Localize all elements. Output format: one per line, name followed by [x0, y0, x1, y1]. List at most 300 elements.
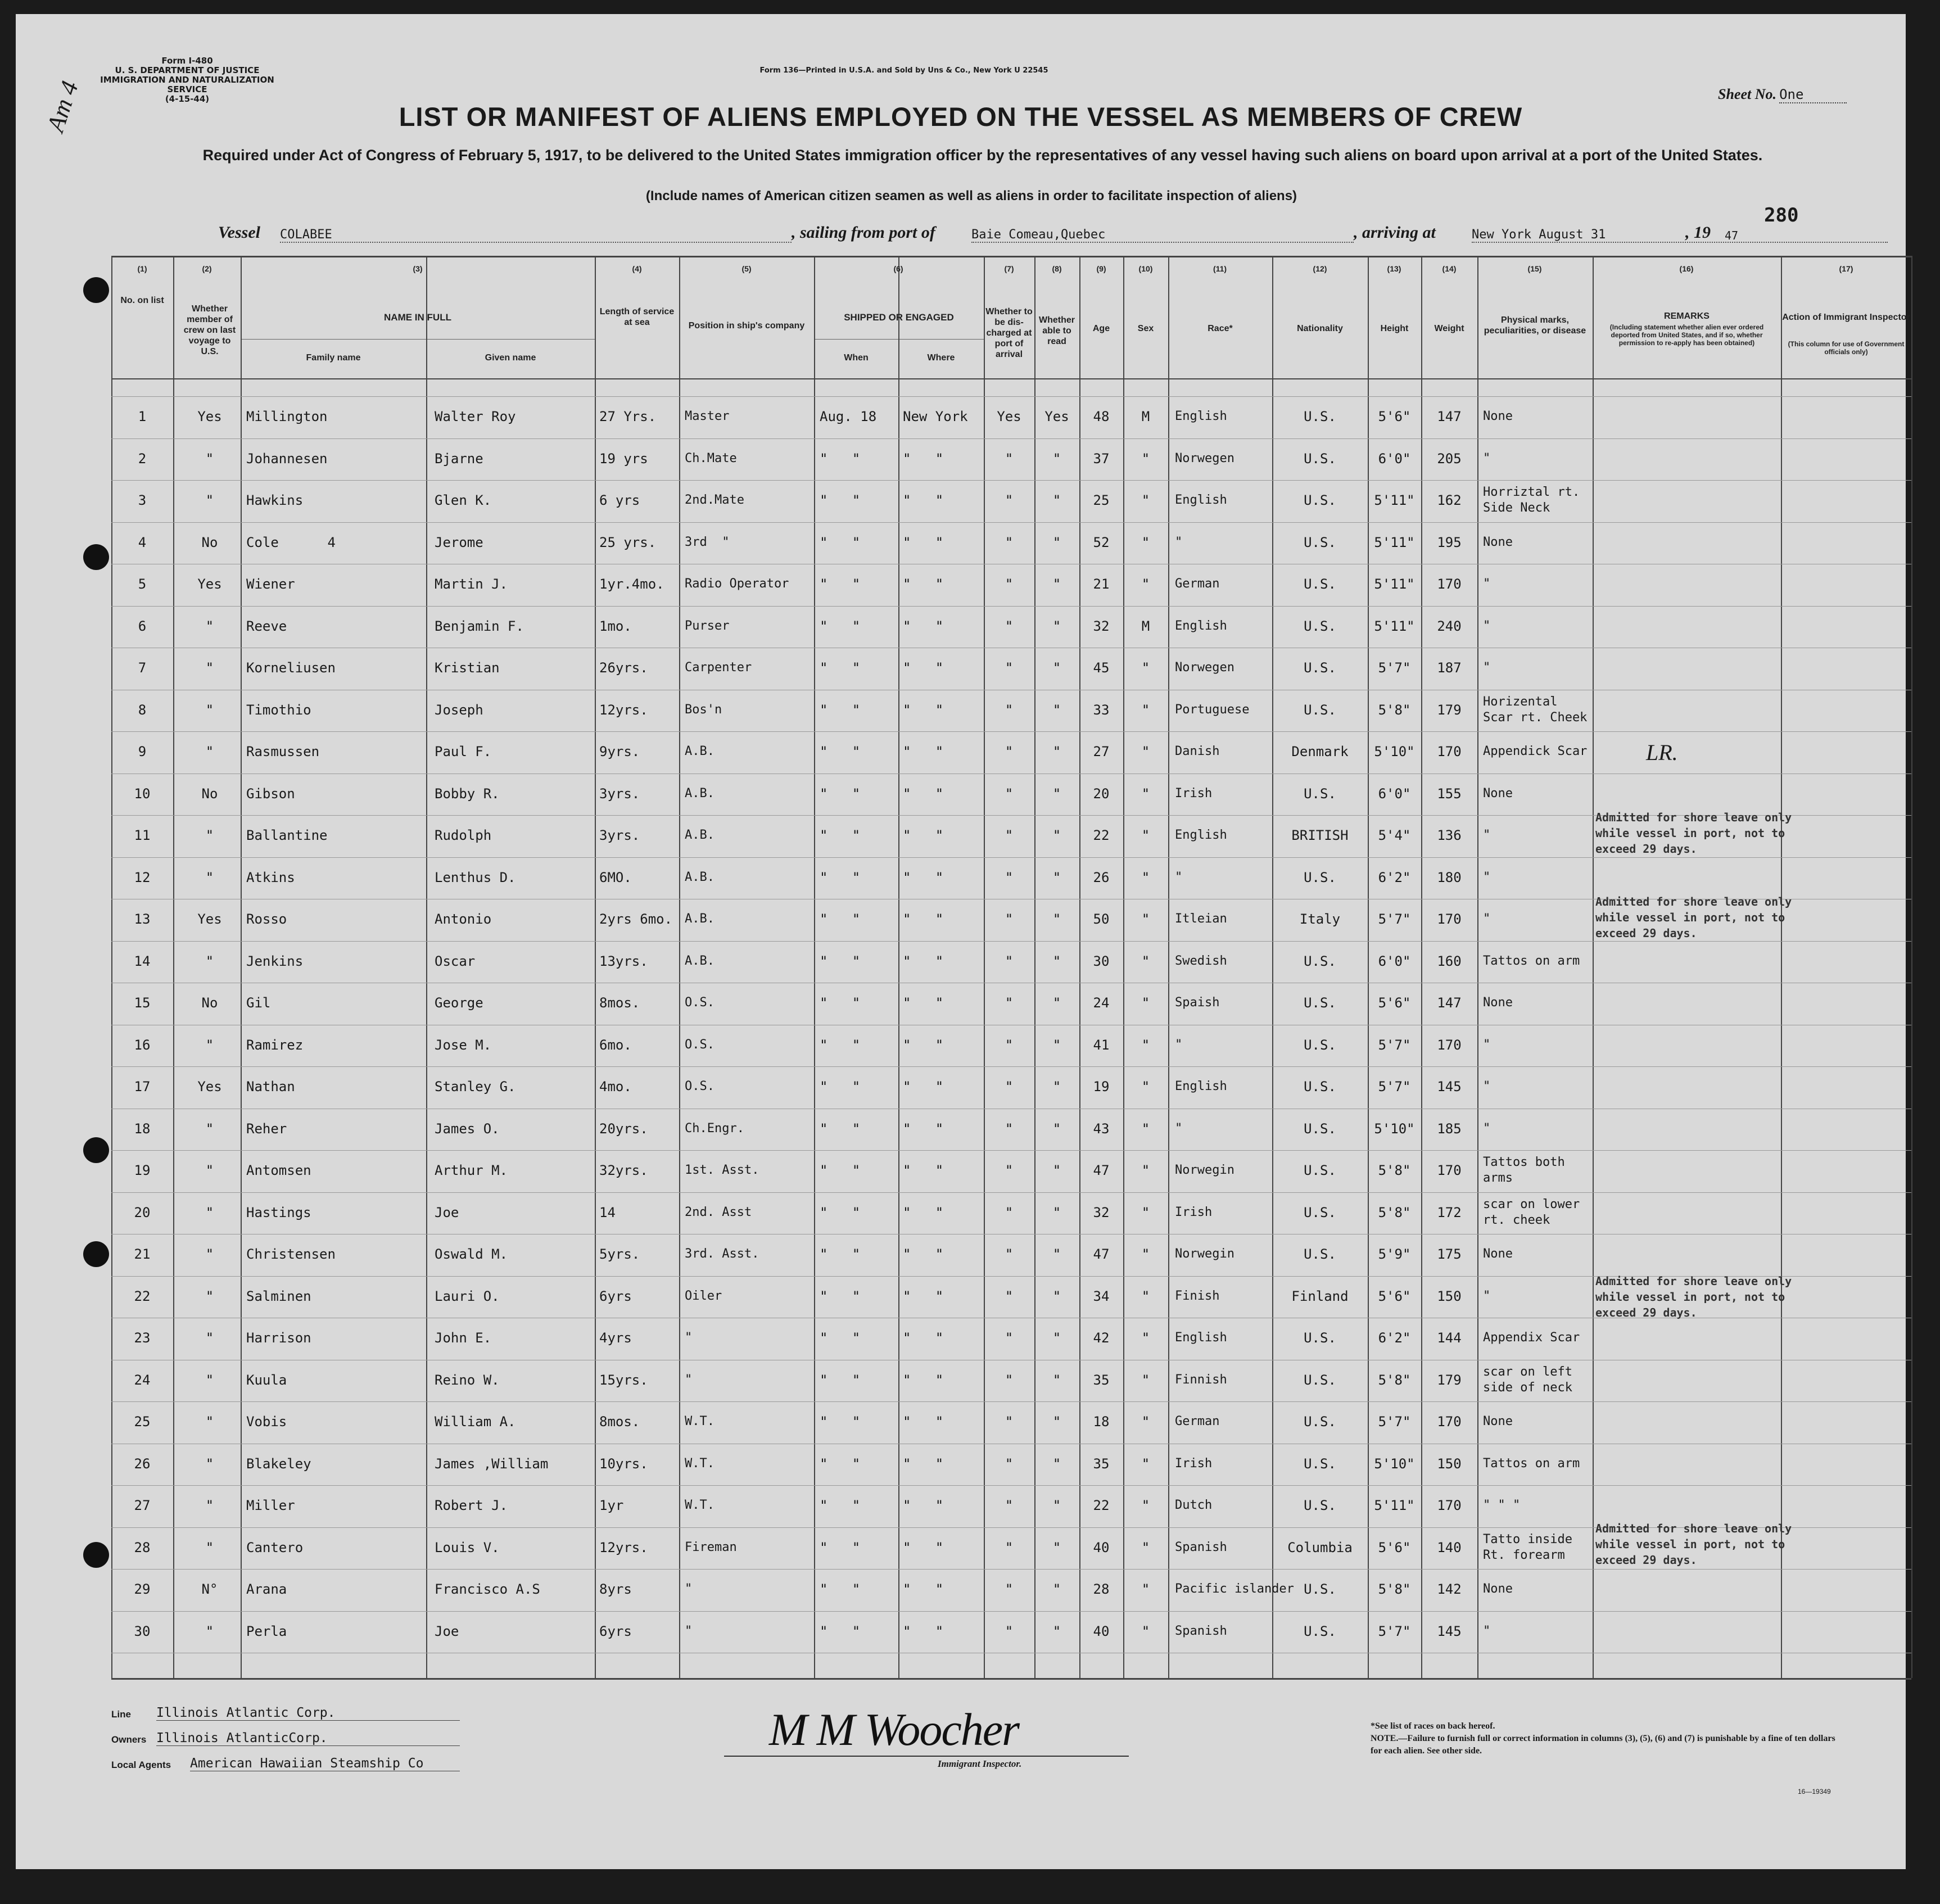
cell-where: " " — [903, 744, 944, 759]
cell-age: 37 — [1093, 450, 1110, 467]
cell-service: 12yrs. — [599, 702, 648, 718]
shore-leave-stamp — [1595, 809, 1792, 857]
cell-no: 9 — [138, 744, 147, 759]
cell-race: Finnish — [1175, 1372, 1227, 1387]
cell-read: " — [1052, 1120, 1061, 1137]
cell-disch: " — [1005, 1455, 1014, 1472]
cell-disch: " — [1005, 702, 1014, 718]
cell-position: Fireman — [685, 1540, 737, 1554]
cell-weight: 144 — [1437, 1330, 1462, 1346]
shore-leave-stamp — [1595, 894, 1792, 941]
vessel-line — [218, 223, 1792, 251]
header-remarks: REMARKS — [1664, 311, 1710, 321]
column-number: (13) — [1387, 264, 1401, 273]
cell-given: Martin J. — [435, 576, 508, 592]
cell-when: " " — [820, 1288, 861, 1304]
cell-last: " — [205, 744, 214, 759]
header-family-name: Family name — [306, 353, 361, 363]
cell-marks: None — [1483, 535, 1513, 549]
cell-weight: 240 — [1437, 618, 1462, 634]
cell-last: Yes — [197, 409, 222, 424]
cell-service: 32yrs. — [599, 1163, 648, 1178]
cell-weight: 179 — [1437, 1372, 1462, 1388]
table-row — [111, 1581, 1593, 1623]
cell-height: 5'8" — [1378, 702, 1411, 718]
shore-leave-stamp — [1595, 1521, 1792, 1568]
cell-weight: 155 — [1437, 785, 1462, 802]
cell-when: " " — [820, 1163, 861, 1178]
cell-where: " " — [903, 660, 944, 676]
cell-disch: " — [1005, 1037, 1014, 1053]
cell-family: Reeve — [246, 618, 287, 634]
cell-marks: " — [1483, 618, 1491, 633]
header-height: Height — [1380, 324, 1409, 333]
header-race: Race* — [1208, 324, 1233, 333]
cell-race: " — [1175, 1121, 1183, 1136]
table-row — [111, 1532, 1593, 1582]
sheet-no-value: One — [1779, 87, 1847, 103]
cell-position: A.B. — [685, 786, 715, 801]
cell-position: A.B. — [685, 828, 715, 842]
cell-no: 22 — [134, 1288, 151, 1304]
cell-sex: " — [1141, 953, 1150, 969]
cell-position: O.S. — [685, 1037, 715, 1052]
cell-height: 6'0" — [1378, 785, 1411, 802]
cell-weight: 160 — [1437, 953, 1462, 969]
cell-sex: " — [1141, 869, 1150, 885]
cell-marks: Tattos on arm — [1483, 953, 1580, 968]
cell-weight: 205 — [1437, 450, 1462, 467]
cell-service: 12yrs. — [599, 1539, 648, 1555]
cell-last: No — [201, 534, 218, 550]
cell-age: 52 — [1093, 534, 1110, 550]
cell-read: " — [1052, 660, 1061, 676]
cell-family: Miller — [246, 1498, 295, 1513]
cell-nat: U.S. — [1304, 660, 1336, 676]
cell-family: Reher — [246, 1120, 287, 1137]
cell-no: 15 — [134, 995, 151, 1011]
cell-height: 5'10" — [1374, 744, 1415, 759]
cell-sex: " — [1141, 1498, 1150, 1513]
cell-family: Nathan — [246, 1079, 295, 1095]
cell-last: No — [201, 995, 218, 1011]
cell-family: Hawkins — [246, 492, 304, 508]
cell-race: Dutch — [1175, 1498, 1213, 1512]
inspector-signature: M M Woocher — [769, 1704, 1019, 1755]
cell-where: " " — [903, 827, 944, 843]
header-discharged: Whether to be dis- charged at port of arrival — [985, 307, 1033, 359]
cell-height: 6'2" — [1378, 1330, 1411, 1346]
sailing-port: Baie Comeau,Quebec — [971, 228, 1354, 243]
cell-last: " — [205, 1623, 214, 1639]
cell-where: " " — [903, 450, 944, 467]
cell-family: Atkins — [246, 869, 295, 885]
cell-age: 19 — [1093, 1079, 1110, 1095]
stamp-line: exceed 29 days. — [1595, 842, 1697, 856]
cell-sex: " — [1141, 1079, 1150, 1095]
cell-family: Blakeley — [246, 1455, 311, 1472]
cell-given: Oswald M. — [435, 1246, 508, 1262]
cell-weight: 145 — [1437, 1079, 1462, 1095]
cell-family: Ballantine — [246, 827, 328, 843]
cell-height: 5'8" — [1378, 1372, 1411, 1388]
cell-height: 5'10" — [1374, 1120, 1415, 1137]
header-physical-marks: Physical marks, peculiarities, or disease — [1484, 315, 1586, 336]
cell-when: " " — [820, 744, 861, 759]
table-row — [111, 1330, 1593, 1372]
cell-weight: 172 — [1437, 1204, 1462, 1220]
cell-race: Finish — [1175, 1288, 1220, 1303]
column-number: (4) — [632, 264, 642, 273]
row-rule — [111, 396, 1911, 397]
cell-height: 6'0" — [1378, 953, 1411, 969]
cell-no: 21 — [134, 1246, 151, 1262]
table-row — [111, 660, 1593, 702]
header-weight: Weight — [1434, 324, 1464, 333]
cell-weight: 150 — [1437, 1288, 1462, 1304]
cell-where: New York — [903, 409, 968, 424]
cell-race: Swedish — [1175, 953, 1227, 968]
cell-family: Vobis — [246, 1414, 287, 1430]
cell-given: Kristian — [435, 660, 500, 676]
cell-no: 5 — [138, 576, 147, 592]
cell-last: Yes — [197, 911, 222, 927]
cell-position: 3rd " — [685, 535, 730, 549]
cell-position: A.B. — [685, 953, 715, 968]
cell-weight: 175 — [1437, 1246, 1462, 1262]
cell-marks: Appendix Scar — [1483, 1331, 1580, 1345]
cell-disch: " — [1005, 576, 1014, 592]
cell-given: Louis V. — [435, 1539, 500, 1555]
cell-no: 29 — [134, 1581, 151, 1597]
cell-service: 3yrs. — [599, 785, 640, 802]
cell-given: Antonio — [435, 911, 492, 927]
table-row — [111, 1155, 1593, 1205]
cell-weight: 170 — [1437, 1037, 1462, 1053]
cell-disch: " — [1005, 660, 1014, 676]
header-position: Position in ship's company — [688, 321, 805, 331]
cell-last: " — [205, 1330, 214, 1346]
cell-age: 43 — [1093, 1120, 1110, 1137]
column-number: (7) — [1004, 264, 1014, 273]
cell-service: 4mo. — [599, 1079, 632, 1095]
cell-height: 5'7" — [1378, 911, 1411, 927]
cell-weight: 162 — [1437, 492, 1462, 508]
cell-family: Gil — [246, 995, 271, 1011]
footer — [111, 1704, 1905, 1855]
signature-line — [724, 1756, 1129, 1757]
column-number: (8) — [1052, 264, 1062, 273]
cell-family: Gibson — [246, 785, 295, 802]
cell-weight: 187 — [1437, 660, 1462, 676]
cell-where: " " — [903, 1498, 944, 1513]
cell-sex: " — [1141, 576, 1150, 592]
cell-when: " " — [820, 1372, 861, 1388]
punch-hole — [83, 277, 109, 303]
cell-weight: 147 — [1437, 995, 1462, 1011]
cell-position: Bos'n — [685, 702, 722, 717]
cell-sex: " — [1141, 1204, 1150, 1220]
cell-when: " " — [820, 702, 861, 718]
cell-disch: " — [1005, 1163, 1014, 1178]
header-no-on-list: No. on list — [120, 296, 164, 305]
cell-given: Reino W. — [435, 1372, 500, 1388]
cell-weight: 170 — [1437, 1498, 1462, 1513]
cell-read: " — [1052, 450, 1061, 467]
cell-race: English — [1175, 618, 1227, 633]
cell-when: " " — [820, 869, 861, 885]
cell-weight: 147 — [1437, 409, 1462, 424]
cell-disch: " — [1005, 1204, 1014, 1220]
cell-height: 5'8" — [1378, 1204, 1411, 1220]
cell-read: " — [1052, 827, 1061, 843]
cell-read: " — [1052, 1372, 1061, 1388]
table-row — [111, 1623, 1593, 1666]
cell-position: W.T. — [685, 1414, 715, 1428]
cell-service: 26yrs. — [599, 660, 648, 676]
table-row — [111, 786, 1593, 828]
cell-disch: " — [1005, 995, 1014, 1011]
cell-age: 45 — [1093, 660, 1110, 676]
cell-disch: " — [1005, 1623, 1014, 1639]
header-given-name: Given name — [485, 353, 536, 363]
cell-disch: " — [1005, 1120, 1014, 1137]
column-number: (12) — [1313, 264, 1327, 273]
cell-weight: 170 — [1437, 1414, 1462, 1430]
cell-marks: None — [1483, 996, 1513, 1010]
cell-family: Millington — [246, 409, 328, 424]
cell-position: Master — [685, 409, 730, 423]
cell-family: Cantero — [246, 1539, 304, 1555]
cell-last: " — [205, 1539, 214, 1555]
table-row — [111, 576, 1593, 618]
cell-sex: " — [1141, 1037, 1150, 1053]
cell-where: " " — [903, 1037, 944, 1053]
cell-given: Rudolph — [435, 827, 492, 843]
cell-position: " — [685, 1372, 693, 1387]
punch-hole — [83, 1542, 109, 1568]
cell-height: 5'6" — [1378, 1539, 1411, 1555]
cell-family: Hastings — [246, 1204, 311, 1220]
cell-nat: U.S. — [1304, 576, 1336, 592]
cell-service: 13yrs. — [599, 953, 648, 969]
penalty-note: NOTE.—Failure to furnish full or correct information in columns (3), (5), (6) and (7) is punishable by a fine of ten dollars for each alien. See other side. — [1371, 1734, 1835, 1756]
cell-when: " " — [820, 1204, 861, 1220]
cell-sex: " — [1141, 744, 1150, 759]
cell-where: " " — [903, 1163, 944, 1178]
cell-marks: " — [1483, 661, 1491, 675]
cell-sex: " — [1141, 492, 1150, 508]
cell-marks: " — [1483, 577, 1491, 591]
cell-sex: " — [1141, 1330, 1150, 1346]
cell-service: 8yrs — [599, 1581, 632, 1597]
cell-marks: " — [1483, 1079, 1491, 1093]
cell-family: Christensen — [246, 1246, 336, 1262]
header-nationality: Nationality — [1297, 324, 1343, 333]
cell-no: 23 — [134, 1330, 151, 1346]
cell-marks: None — [1483, 1247, 1513, 1261]
cell-height: 5'10" — [1374, 1455, 1415, 1472]
cell-read: " — [1052, 1037, 1061, 1053]
cell-given: Walter Roy — [435, 409, 516, 424]
cell-nat: U.S. — [1304, 995, 1336, 1011]
cell-height: 6'2" — [1378, 869, 1411, 885]
cell-read: " — [1052, 1163, 1061, 1178]
cell-age: 25 — [1093, 492, 1110, 508]
cell-when: " " — [820, 1079, 861, 1095]
cell-height: 5'7" — [1378, 1079, 1411, 1095]
cell-no: 19 — [134, 1163, 151, 1178]
cell-disch: " — [1005, 534, 1014, 550]
cell-disch: " — [1005, 1581, 1014, 1597]
cell-when: " " — [820, 1246, 861, 1262]
cell-disch: " — [1005, 1414, 1014, 1430]
cell-where: " " — [903, 995, 944, 1011]
cell-weight: 140 — [1437, 1539, 1462, 1555]
cell-family: Jenkins — [246, 953, 304, 969]
cell-no: 12 — [134, 869, 151, 885]
service-name: IMMIGRATION AND NATURALIZATION SERVICE — [100, 75, 274, 94]
cell-race: Spanish — [1175, 1623, 1227, 1638]
cell-marks: Appendick Scar — [1483, 744, 1588, 758]
cell-family: Arana — [246, 1581, 287, 1597]
cell-given: Francisco A.S — [435, 1581, 540, 1597]
cell-no: 20 — [134, 1204, 151, 1220]
cell-where: " " — [903, 1079, 944, 1095]
cell-age: 40 — [1093, 1623, 1110, 1639]
cell-given: Joseph — [435, 702, 483, 718]
column-number: (11) — [1213, 264, 1227, 273]
cell-where: " " — [903, 1372, 944, 1388]
cell-nat: BRITISH — [1291, 827, 1349, 843]
cell-family: Ramirez — [246, 1037, 304, 1053]
cell-position: Radio Operator — [685, 577, 789, 591]
cell-where: " " — [903, 1120, 944, 1137]
cell-disch: " — [1005, 1330, 1014, 1346]
cell-position: Ch.Engr. — [685, 1121, 744, 1136]
cell-where: " " — [903, 869, 944, 885]
cell-age: 41 — [1093, 1037, 1110, 1053]
cell-marks: Tattos both arms — [1483, 1155, 1565, 1185]
cell-service: 2yrs 6mo. — [599, 911, 673, 927]
cell-last: " — [205, 1414, 214, 1430]
cell-height: 5'8" — [1378, 1163, 1411, 1178]
cell-last: " — [205, 1498, 214, 1513]
cell-when: " " — [820, 576, 861, 592]
column-number: (16) — [1679, 264, 1694, 273]
cell-read: " — [1052, 1414, 1061, 1430]
cell-given: Jose M. — [435, 1037, 492, 1053]
cell-last: No — [201, 785, 218, 802]
cell-disch: " — [1005, 785, 1014, 802]
cell-sex: " — [1141, 1288, 1150, 1304]
cell-age: 34 — [1093, 1288, 1110, 1304]
cell-marks: " — [1483, 828, 1491, 842]
cell-age: 21 — [1093, 576, 1110, 592]
cell-height: 5'11" — [1374, 576, 1415, 592]
cell-read: " — [1052, 1330, 1061, 1346]
cell-no: 27 — [134, 1498, 151, 1513]
cell-given: Glen K. — [435, 492, 492, 508]
header-able-to-read: Whether able to read — [1039, 315, 1075, 346]
cell-race: Spanish — [1175, 1540, 1227, 1554]
cell-race: Norwegen — [1175, 661, 1234, 675]
cell-disch: " — [1005, 1079, 1014, 1095]
cell-given: Robert J. — [435, 1498, 508, 1513]
cell-age: 22 — [1093, 1498, 1110, 1513]
cell-disch: Yes — [997, 409, 1021, 424]
cell-service: 8mos. — [599, 995, 640, 1011]
cell-marks: scar on left side of neck — [1483, 1364, 1572, 1395]
cell-family: Wiener — [246, 576, 295, 592]
cell-marks: " — [1483, 870, 1491, 884]
header-age: Age — [1092, 324, 1110, 333]
cell-no: 2 — [138, 450, 147, 467]
cell-nat: U.S. — [1304, 1204, 1336, 1220]
cell-nat: U.S. — [1304, 618, 1336, 634]
cell-marks: Horizental Scar rt. Cheek — [1483, 694, 1588, 725]
cell-read: " — [1052, 1539, 1061, 1555]
cell-sex: " — [1141, 1539, 1150, 1555]
department-block — [86, 56, 288, 104]
cell-where: " " — [903, 953, 944, 969]
cell-race: Itleian — [1175, 912, 1227, 926]
cell-family: Rosso — [246, 911, 287, 927]
column-divider — [1593, 256, 1594, 1678]
cell-disch: " — [1005, 953, 1014, 969]
stamp-line: exceed 29 days. — [1595, 926, 1697, 940]
cell-race: Spaish — [1175, 996, 1220, 1010]
cell-race: Norwegin — [1175, 1247, 1234, 1261]
header-when: When — [844, 353, 869, 363]
cell-family: Timothio — [246, 702, 311, 718]
cell-position: A.B. — [685, 870, 715, 884]
stamp-line: Admitted for shore leave only — [1595, 895, 1792, 908]
cell-age: 22 — [1093, 827, 1110, 843]
cell-marks: Horriztal rt. Side Neck — [1483, 485, 1580, 515]
stamp-line: while vessel in port, not to — [1595, 1537, 1785, 1551]
cell-when: " " — [820, 1037, 861, 1053]
cell-no: 8 — [138, 702, 147, 718]
cell-given: James O. — [435, 1120, 500, 1137]
header-remarks-note: (Including statement whether alien ever ordered deported from United States, and if so, whether permission to re-apply has been obtained) — [1609, 323, 1764, 347]
form-code: 16—19349 — [1798, 1788, 1831, 1796]
cell-where: " " — [903, 492, 944, 508]
cell-marks: " — [1483, 1623, 1491, 1638]
cell-weight: 150 — [1437, 1455, 1462, 1472]
cell-disch: " — [1005, 1246, 1014, 1262]
cell-when: " " — [820, 911, 861, 927]
cell-disch: " — [1005, 450, 1014, 467]
cell-height: 5'11" — [1374, 618, 1415, 634]
cell-marks: scar on lower rt. cheek — [1483, 1197, 1580, 1227]
cell-read: " — [1052, 1204, 1061, 1220]
cell-position: " — [685, 1582, 693, 1596]
cell-last: " — [205, 953, 214, 969]
cell-height: 5'11" — [1374, 534, 1415, 550]
cell-family: Cole 4 — [246, 534, 336, 550]
cell-nat: U.S. — [1304, 1455, 1336, 1472]
cell-sex: " — [1141, 1414, 1150, 1430]
cell-given: Lenthus D. — [435, 869, 516, 885]
cell-where: " " — [903, 702, 944, 718]
cell-when: " " — [820, 1498, 861, 1513]
cell-service: 5yrs. — [599, 1246, 640, 1262]
cell-nat: U.S. — [1304, 1414, 1336, 1430]
cell-marks: Tatto inside Rt. forearm — [1483, 1532, 1572, 1562]
cell-when: " " — [820, 1455, 861, 1472]
table-row — [111, 1288, 1593, 1331]
